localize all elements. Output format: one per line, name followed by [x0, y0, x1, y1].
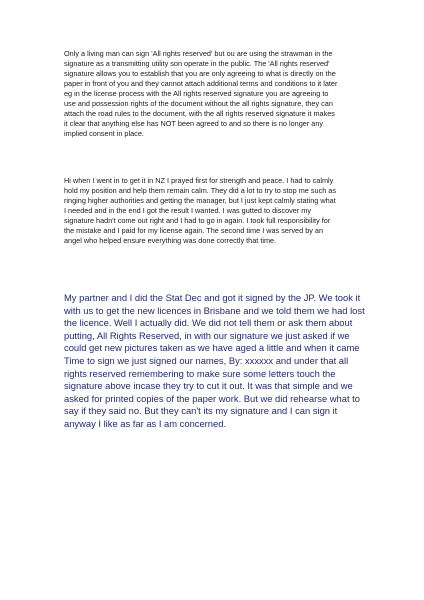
paragraph-all-rights-reserved: Only a living man can sign 'All rights reserved' but ou are using the strawman in the signature as a transmitting utility son operate in the public. The 'All rights reserved' signature allows you to establish that you are only agreeing to what is directly on the paper in front of you and they cannot attach additional terms and conditions to it later eg in the license process with the All rights reserved signature you are agreeing to use and possession rights of the document without the all rights signature, they can attach the road rules to the document, with the all rights reserved signature it makes it clear that anything else has NOT been agreed to and so there is no longer any implied consent in place.: [64, 49, 338, 138]
paragraph-brisbane-licence: My partner and I did the Stat Dec and got it signed by the JP. We took it with us to get the new licences in Brisbane and we told them we had lost the licence. Well I actually did. We did not tell them or ask them about putting, All Rights Reserved, in with our signature we just asked if we could get new pictures taken as we have aged a little and when it came Time to sign we just signed our names, By: xxxxxx and under that all rights reserved remembering to make sure some letters touch the signature above incase they try to cut it out. It was that simple and we asked for printed copies of the paper work. But we did rehearse what to say if they said no. But they can't its my signature and I can sign it anyway I like as far as I am concerned.: [64, 292, 365, 429]
paragraph-nz-experience: Hi when I went in to get it in NZ I prayed first for strength and peace. I had to calmly hold my position and help them remain calm. They did a lot to try to stop me such as ringing higher authorities and getting the manager, but I just kept calmly stating what I needed and in the end I got the result I wanted. I was gutted to discover my signature hadn't come out right and I had to go in again. I took full responsibility for the mistake and I paid for my license again. The second time I was served by an angel who helped ensure everything was done correctly that time.: [64, 176, 337, 245]
